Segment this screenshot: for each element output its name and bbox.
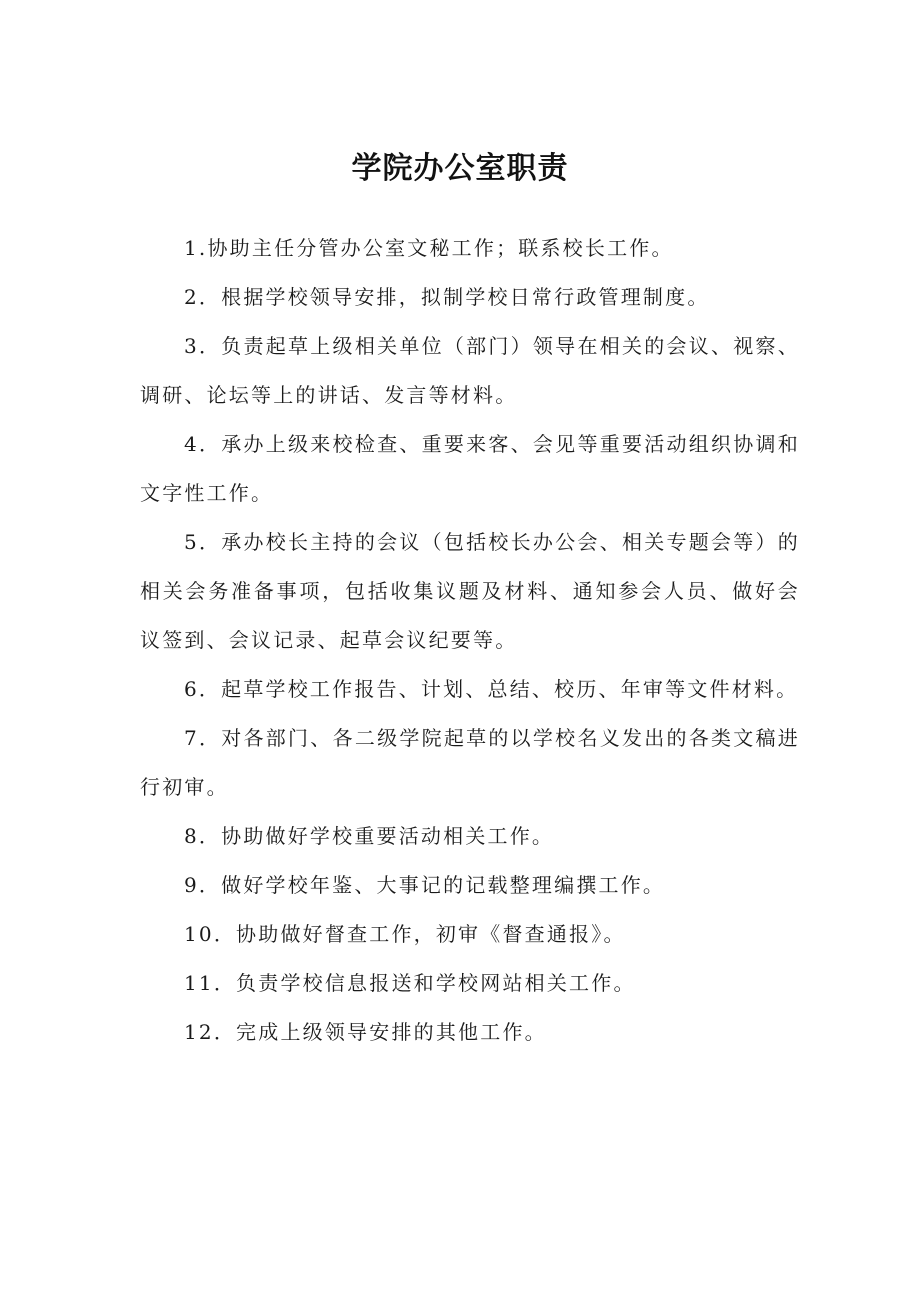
document-title: 学院办公室职责 [351, 151, 569, 186]
duty-item-1: 1.协助主任分管办公室文秘工作；联系校长工作。 [184, 236, 674, 260]
duty-item-10: 10．协助做好督查工作，初审《督查通报》。 [184, 922, 626, 946]
duty-item-8: 8．协助做好学校重要活动相关工作。 [184, 824, 555, 848]
duty-item-5: 5．承办校长主持的会议（包括校长办公会、相关专题会等）的相关会务准备事项，包括收集议题及材料、通知参会人员、做好会议签到、会议记录、起草会议纪要等。 [140, 530, 800, 652]
duty-item-4: 4．承办上级来校检查、重要来客、会见等重要活动组织协调和文字性工作。 [140, 432, 800, 505]
duty-item-12: 12．完成上级领导安排的其他工作。 [184, 1020, 547, 1044]
duty-list [140, 224, 800, 1057]
duty-item-2: 2．根据学校领导安排，拟制学校日常行政管理制度。 [184, 285, 710, 309]
duty-item-3: 3．负责起草上级相关单位（部门）领导在相关的会议、视察、调研、论坛等上的讲话、发言等材料。 [140, 334, 800, 407]
duty-item-7: 7．对各部门、各二级学院起草的以学校名义发出的各类文稿进行初审。 [140, 726, 800, 799]
duty-item-6: 6．起草学校工作报告、计划、总结、校历、年审等文件材料。 [184, 677, 799, 701]
duty-item-11: 11．负责学校信息报送和学校网站相关工作。 [184, 971, 636, 995]
duty-item-9: 9．做好学校年鉴、大事记的记载整理编撰工作。 [184, 873, 666, 897]
